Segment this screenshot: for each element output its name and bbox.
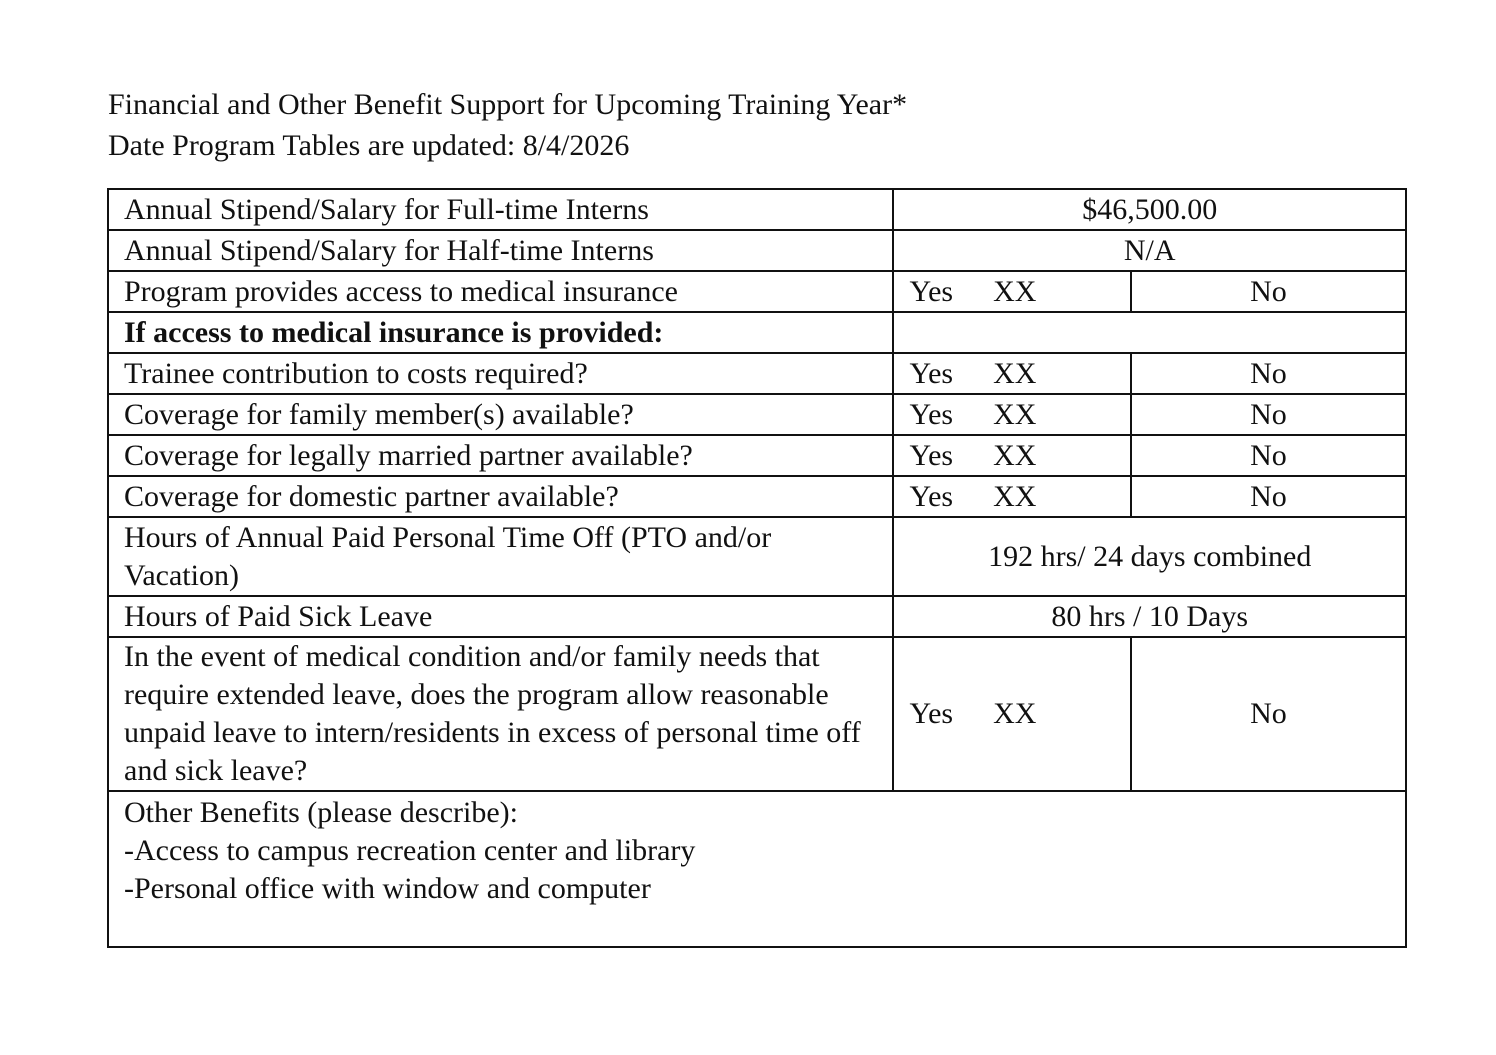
- medical-insurance-no-cell: No: [1131, 271, 1406, 312]
- yes-label: Yes: [909, 356, 954, 390]
- selected-mark: XX: [993, 438, 1037, 472]
- yes-label: Yes: [909, 397, 954, 431]
- domestic-coverage-label: Coverage for domestic partner available?: [108, 476, 893, 517]
- halftime-stipend-value: N/A: [893, 230, 1406, 271]
- table-row: [108, 791, 1406, 947]
- benefits-table: [107, 188, 1407, 948]
- table-row: [108, 271, 1406, 312]
- table-row: [108, 312, 1406, 353]
- table-row: [108, 517, 1406, 596]
- selected-mark: XX: [993, 479, 1037, 513]
- table-row: [108, 476, 1406, 517]
- fulltime-stipend-value: $46,500.00: [893, 189, 1406, 230]
- table-row: [108, 353, 1406, 394]
- pto-label: Hours of Annual Paid Personal Time Off (PTO and/or Vacation): [108, 517, 893, 596]
- pto-value: 192 hrs/ 24 days combined: [893, 517, 1406, 596]
- sick-leave-label: Hours of Paid Sick Leave: [108, 596, 893, 637]
- table-row: [108, 637, 1406, 791]
- table-row: [108, 435, 1406, 476]
- update-date: Date Program Tables are updated: 8/4/2026: [108, 129, 630, 162]
- married-coverage-no-cell: No: [1131, 435, 1406, 476]
- extended-leave-no-cell: No: [1131, 637, 1406, 791]
- insurance-section-heading: If access to medical insurance is provided:: [108, 312, 893, 353]
- selected-mark: XX: [993, 397, 1037, 431]
- selected-mark: XX: [993, 274, 1037, 308]
- table-row: [108, 189, 1406, 230]
- medical-insurance-label: Program provides access to medical insurance: [108, 271, 893, 312]
- other-benefit-item: -Personal office with window and computer: [124, 872, 651, 905]
- trainee-contribution-yes-cell: [893, 353, 1130, 394]
- yes-label: Yes: [909, 697, 954, 730]
- table-row: [108, 230, 1406, 271]
- family-coverage-label: Coverage for family member(s) available?: [108, 394, 893, 435]
- fulltime-stipend-label: Annual Stipend/Salary for Full-time Interns: [108, 189, 893, 230]
- trainee-contribution-no-cell: No: [1131, 353, 1406, 394]
- married-coverage-label: Coverage for legally married partner available?: [108, 435, 893, 476]
- yes-label: Yes: [909, 274, 954, 308]
- married-coverage-yes-cell: [893, 435, 1130, 476]
- empty-cell: [893, 312, 1406, 353]
- trainee-contribution-label: Trainee contribution to costs required?: [108, 353, 893, 394]
- medical-insurance-yes-cell: [893, 271, 1130, 312]
- other-benefit-item: -Access to campus recreation center and library: [124, 834, 696, 867]
- halftime-stipend-label: Annual Stipend/Salary for Half-time Interns: [108, 230, 893, 271]
- yes-label: Yes: [909, 438, 954, 472]
- sick-leave-value: 80 hrs / 10 Days: [893, 596, 1406, 637]
- domestic-coverage-no-cell: No: [1131, 476, 1406, 517]
- selected-mark: XX: [993, 697, 1037, 730]
- page-title: Financial and Other Benefit Support for Upcoming Training Year*: [108, 88, 908, 121]
- other-benefits-label: Other Benefits (please describe):: [124, 796, 518, 829]
- yes-label: Yes: [909, 479, 954, 513]
- other-benefits-cell: [108, 791, 1406, 947]
- document-heading: [108, 84, 907, 166]
- family-coverage-no-cell: No: [1131, 394, 1406, 435]
- extended-leave-yes-cell: [893, 637, 1130, 791]
- selected-mark: XX: [993, 356, 1037, 390]
- extended-leave-label: In the event of medical condition and/or family needs that require extended leave, does the program allow reasonable unpaid leave to intern/residents in excess of personal time off and sick leave?: [108, 637, 893, 791]
- table-row: [108, 596, 1406, 637]
- table-row: [108, 394, 1406, 435]
- family-coverage-yes-cell: [893, 394, 1130, 435]
- domestic-coverage-yes-cell: [893, 476, 1130, 517]
